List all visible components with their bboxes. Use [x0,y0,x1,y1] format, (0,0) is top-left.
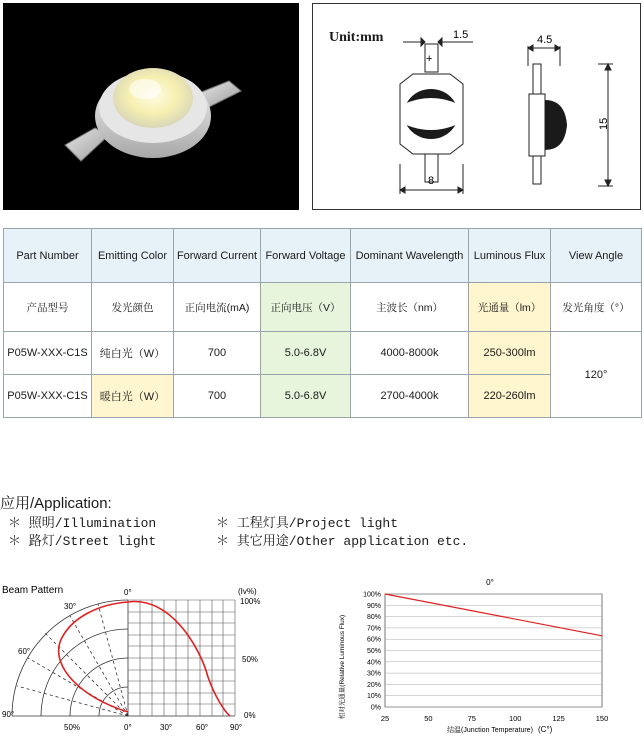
y-tick-label: 70% [366,625,381,633]
y-tick-label: 40% [366,659,381,667]
unit-label: Unit:mm [329,30,384,45]
y-tick-label: 60% [366,636,381,644]
cell-luminous-flux: 250-300lm [469,332,551,375]
cell-part-number: P05W-XXX-C1S [4,332,92,375]
cell-dominant-wavelength: 2700-4000k [351,375,469,418]
percent-label: 50% [242,655,259,664]
dimension-diagram [313,4,642,211]
header-emitting-color: Emitting Color [92,229,174,283]
cell-dominant-wavelength: 4000-8000k [351,332,469,375]
x-tick-label: 125 [552,714,565,723]
bottom-label: 50% [64,723,81,732]
y-tick-label: 30% [366,670,381,678]
header-dominant-wavelength: Dominant Wavelength [351,229,469,283]
cell-part-number: P05W-XXX-C1S [4,375,92,418]
y-tick-label: 20% [366,681,381,689]
x-axis-label: 结温(Junction Temperature) [447,727,533,734]
beam-pattern-diagram [0,572,270,739]
header-view-angle: View Angle [551,229,642,283]
dimension-drawing [312,3,641,210]
y-tick-label: 0% [370,704,381,712]
total-length-value: 15 [598,117,610,130]
spec-table [3,228,642,418]
cell-forward-voltage: 5.0-6.8V [261,332,351,375]
bottom-label: 0° [124,723,132,732]
cn-header-forward-voltage: 正向电压（V） [261,283,351,332]
cn-header-view-angle: 发光角度（°） [551,283,642,332]
table-row [4,332,642,375]
angle-label: 90° [2,710,15,719]
application-item: ＊ 路灯/Street light [8,534,157,549]
cell-forward-current: 700 [174,332,261,375]
lead-width-value: 1.5 [453,29,469,41]
y-tick-label: 90% [366,602,381,610]
x-tick-label: 100 [508,714,522,723]
x-unit-label: (C°) [538,725,553,734]
x-tick-label: 75 [467,714,476,723]
y-tick-label: 10% [366,693,381,701]
flux-chart [330,572,640,739]
beam-pattern-title: Beam Pattern [2,585,64,596]
angle-label: 30° [64,602,77,611]
x-tick-label: 50 [424,714,433,723]
x-tick-label: 25 [380,714,390,723]
header-part-number: Part Number [4,229,92,283]
y-tick-label: 100% [363,591,381,599]
x-tick-label: 150 [595,714,609,723]
table-row [4,375,642,418]
beam-pattern [0,572,270,739]
header-forward-voltage: Forward Voltage [261,229,351,283]
header-forward-current: Forward Current [174,229,261,283]
bottom-label: 30° [160,723,173,732]
percent-label: 0% [244,711,256,720]
cn-header-emitting-color: 发光颜色 [92,283,174,332]
application-item: ＊ 照明/Illumination [8,516,157,531]
y-tick-label: 80% [366,614,381,622]
application-title: 应用/Application: [0,495,112,512]
chart-title: 0° [486,578,494,587]
cn-header-part-number: 产品型号 [4,283,92,332]
application-item: ＊ 工程灯具/Project light [216,516,399,531]
bottom-label: 90° [230,723,243,732]
table-header-row [4,229,642,283]
percent-label: 100% [240,597,261,606]
cn-header-dominant-wavelength: 主波长（nm） [351,283,469,332]
header-luminous-flux: Luminous Flux [469,229,551,283]
table-cn-header-row [4,283,642,332]
angle-label: 0° [124,588,132,597]
led-illustration [3,3,299,210]
body-width-value: 8 [428,175,435,187]
led-product-photo [3,3,299,210]
lens-height-value: 4.5 [537,34,553,46]
cell-forward-voltage: 5.0-6.8V [261,375,351,418]
bottom-label: 60° [196,723,209,732]
flux-chart-svg [330,572,640,739]
cell-emitting-color: 暖白光（W） [92,375,174,418]
y-axis-label: 相对光通量(Relative Luminous Flux) [339,614,346,720]
cell-luminous-flux: 220-260lm [469,375,551,418]
unit-label: (Iv%) [238,587,257,596]
cell-emitting-color: 纯白光（W） [92,332,174,375]
cell-forward-current: 700 [174,375,261,418]
plus-sign: + [426,53,433,65]
cn-header-forward-current: 正向电流(mA) [174,283,261,332]
angle-label: 60° [18,647,31,656]
y-tick-label: 50% [366,648,381,655]
cell-view-angle: 120° [551,332,642,418]
application-item: ＊ 其它用途/Other application etc. [216,534,469,549]
cn-header-luminous-flux: 光通量（lm） [469,283,551,332]
